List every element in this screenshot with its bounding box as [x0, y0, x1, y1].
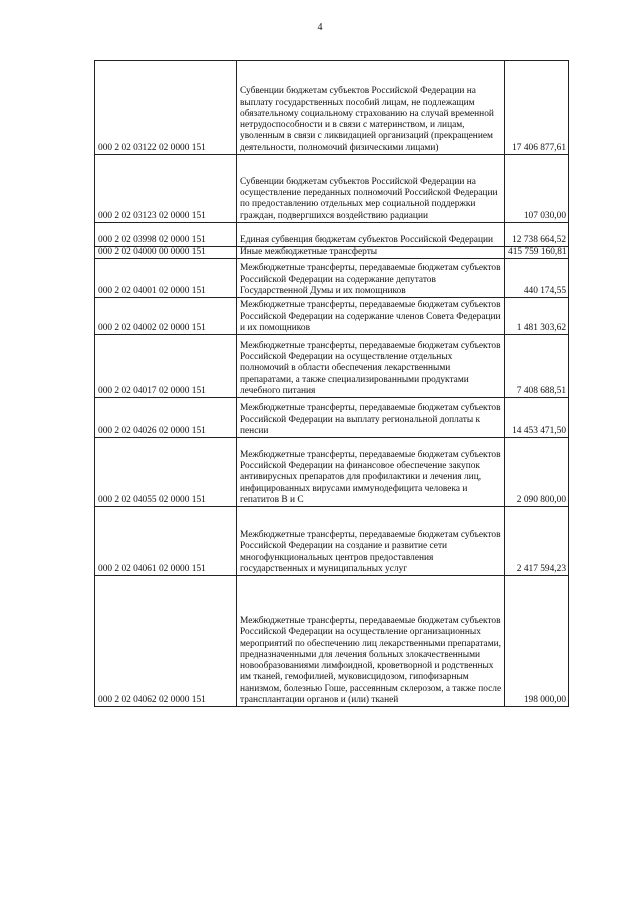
table-row — [95, 398, 569, 438]
budget-code: 000 2 02 04002 02 0000 151 — [95, 298, 237, 335]
budget-code: 000 2 02 04061 02 0000 151 — [95, 507, 237, 576]
budget-description: Межбюджетные трансферты, передаваемые бюджетам субъектов Российской Федерации на осуществление организационных мероприятий по обеспечению лиц лекарственными препаратами, предназначенными для лечения больных злокачественными новообразованиями лимфоидной, кроветворной и родственных им тканей, гемофилией, муковисцидозом, гипофизарным нанизмом, болезнью Гоше, рассеянным склерозом, а также после трансплантации органов и (или) тканей — [237, 576, 505, 707]
budget-amount: 2 417 594,23 — [505, 507, 569, 576]
budget-code: 000 2 02 03122 02 0000 151 — [95, 61, 237, 155]
budget-amount: 14 453 471,50 — [505, 398, 569, 438]
budget-amount: 17 406 877,61 — [505, 61, 569, 155]
table-row — [95, 155, 569, 223]
table-row — [95, 247, 569, 259]
budget-description: Субвенции бюджетам субъектов Российской Федерации на осуществление переданных полномочий Российской Федерации по предоставлению отдельных мер социальной поддержки граждан, подвергшихся воздействию радиации — [237, 155, 505, 223]
budget-amount: 415 759 160,81 — [505, 247, 569, 259]
budget-description: Межбюджетные трансферты, передаваемые бюджетам субъектов Российской Федерации на выплату региональной доплаты к пенсии — [237, 398, 505, 438]
table-row — [95, 223, 569, 247]
budget-code: 000 2 02 04017 02 0000 151 — [95, 335, 237, 398]
table-row — [95, 259, 569, 298]
budget-code: 000 2 02 04062 02 0000 151 — [95, 576, 237, 707]
table-row — [95, 335, 569, 398]
budget-code: 000 2 02 03123 02 0000 151 — [95, 155, 237, 223]
budget-description: Межбюджетные трансферты, передаваемые бюджетам субъектов Российской Федерации на содержание депутатов Государственной Думы и их помощников — [237, 259, 505, 298]
budget-description: Субвенции бюджетам субъектов Российской Федерации на выплату государственных пособий лицам, не подлежащим обязательному социальному страхованию на случай временной нетрудоспособности и в связи с материнством, и лицам, уволенным в связи с ликвидацией организаций (прекращением деятельности, полномочий физическими лицами) — [237, 61, 505, 155]
budget-amount: 198 000,00 — [505, 576, 569, 707]
budget-description: Межбюджетные трансферты, передаваемые бюджетам субъектов Российской Федерации на осуществление отдельных полномочий в области обеспечения лекарственными препаратами, а также специализированными продуктами лечебного питания — [237, 335, 505, 398]
budget-description: Единая субвенция бюджетам субъектов Российской Федерации — [237, 223, 505, 247]
budget-code: 000 2 02 04001 02 0000 151 — [95, 259, 237, 298]
budget-amount: 1 481 303,62 — [505, 298, 569, 335]
budget-description: Межбюджетные трансферты, передаваемые бюджетам субъектов Российской Федерации на содержание членов Совета Федерации и их помощников — [237, 298, 505, 335]
budget-description: Межбюджетные трансферты, передаваемые бюджетам субъектов Российской Федерации на финансовое обеспечение закупок антивирусных препаратов для профилактики и лечения лиц, инфицированных вирусами иммунодефицита человека и гепатитов В и С — [237, 438, 505, 507]
budget-amount: 2 090 800,00 — [505, 438, 569, 507]
budget-amount: 12 738 664,52 — [505, 223, 569, 247]
table-row — [95, 438, 569, 507]
budget-description: Межбюджетные трансферты, передаваемые бюджетам субъектов Российской Федерации на создание и развитие сети многофункциональных центров предоставления государственных и муниципальных услуг — [237, 507, 505, 576]
budget-code: 000 2 02 04026 02 0000 151 — [95, 398, 237, 438]
budget-amount: 7 408 688,51 — [505, 335, 569, 398]
budget-code: 000 2 02 04055 02 0000 151 — [95, 438, 237, 507]
table-row — [95, 576, 569, 707]
budget-code: 000 2 02 03998 02 0000 151 — [95, 223, 237, 247]
budget-amount: 107 030,00 — [505, 155, 569, 223]
table-row — [95, 298, 569, 335]
table-row — [95, 507, 569, 576]
budget-description: Иные межбюджетные трансферты — [237, 247, 505, 259]
budget-code: 000 2 02 04000 00 0000 151 — [95, 247, 237, 259]
budget-table — [94, 60, 569, 707]
page-number: 4 — [317, 22, 323, 33]
table-row — [95, 61, 569, 155]
budget-amount: 440 174,55 — [505, 259, 569, 298]
